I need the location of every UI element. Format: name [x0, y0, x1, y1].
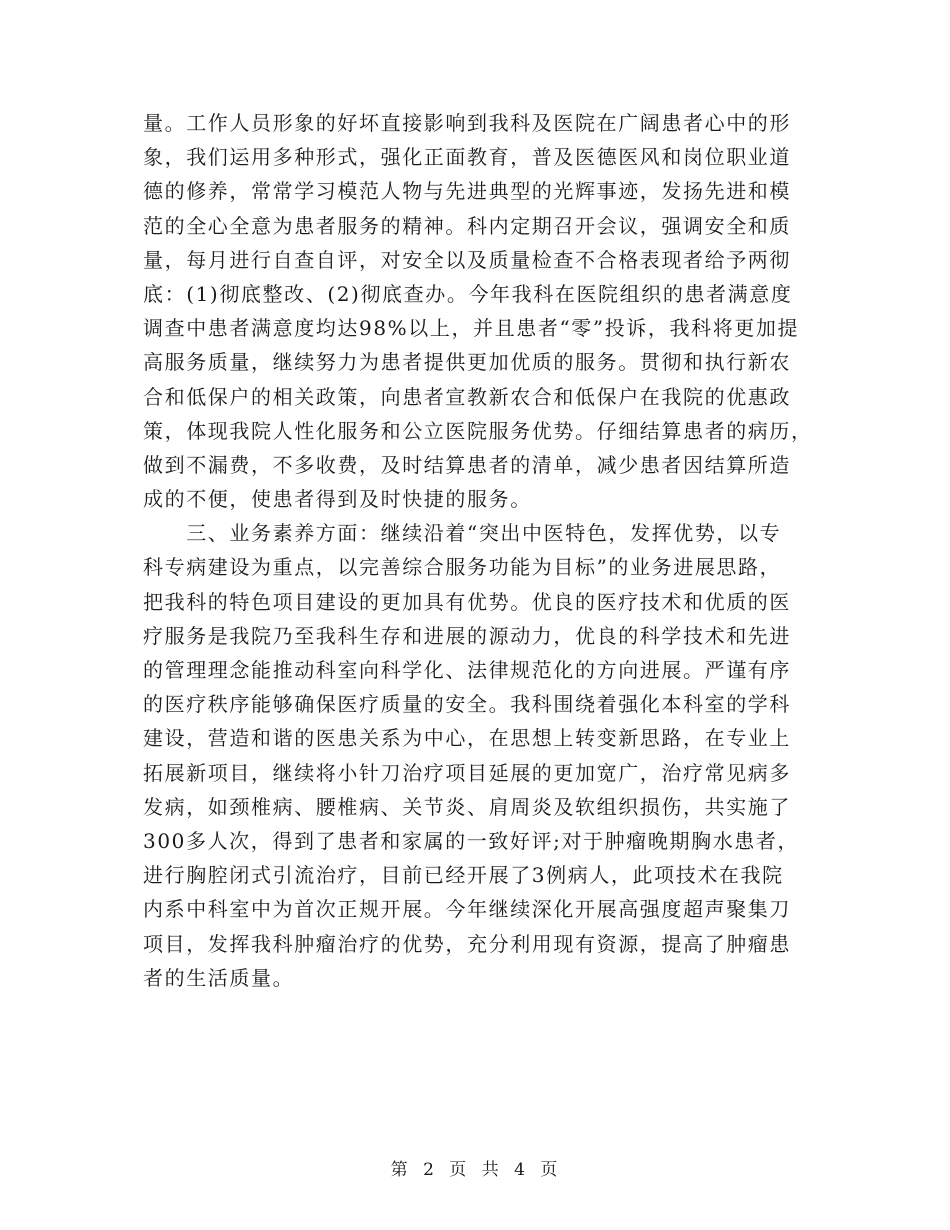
text-line: 范的全心全意为患者服务的精神。科内定期召开会议，强调安全和质 — [143, 213, 791, 238]
text-line: 调查中患者满意度均达98%以上，并且患者“零”投诉，我科将更加提 — [143, 316, 800, 341]
page-number-label: 第 2 页 共 4 页 — [390, 1160, 560, 1180]
text-line: 策，体现我院人性化服务和公立医院服务优势。仔细结算患者的病历， — [143, 418, 813, 443]
text-line: 的医疗秩序能够确保医疗质量的安全。我科围绕着强化本科室的学科 — [143, 692, 791, 717]
text-line: 内系中科室中为首次正规开展。今年继续深化开展高强度超声聚集刀 — [143, 897, 791, 922]
text-line: 做到不漏费，不多收费，及时结算患者的清单，减少患者因结算所造 — [143, 452, 791, 477]
text-line: 高服务质量，继续努力为患者提供更加优质的服务。贯彻和执行新农 — [143, 350, 791, 375]
text-line: 项目，发挥我科肿瘤治疗的优势，充分利用现有资源，提高了肿瘤患 — [143, 931, 791, 956]
text-line: 建设，营造和谐的医患关系为中心，在思想上转变新思路，在专业上 — [143, 726, 791, 751]
page-footer — [0, 1155, 950, 1180]
text-line: 量，每月进行自查自评，对安全以及质量检查不合格表现者给予两彻 — [143, 247, 791, 272]
text-line: 把我科的特色项目建设的更加具有优势。优良的医疗技术和优质的医 — [143, 589, 791, 614]
text-line: 发病，如颈椎病、腰椎病、关节炎、肩周炎及软组织损伤，共实施了 — [143, 794, 791, 819]
text-line: 象，我们运用多种形式，强化正面教育，普及医德医风和岗位职业道 — [143, 145, 791, 170]
text-line: 拓展新项目，继续将小针刀治疗项目延展的更加宽广，治疗常见病多 — [143, 760, 791, 785]
text-line: 成的不便，使患者得到及时快捷的服务。 — [143, 487, 532, 512]
text-line: 进行胸腔闭式引流治疗，目前已经开展了3例病人，此项技术在我院 — [143, 863, 784, 888]
text-line: 者的生活质量。 — [143, 965, 295, 990]
text-line: 疗服务是我院乃至我科生存和进展的源动力，优良的科学技术和先进 — [143, 623, 791, 648]
text-line: 合和低保户的相关政策，向患者宣教新农合和低保户在我院的优惠政 — [143, 384, 791, 409]
text-line: 科专病建设为重点，以完善综合服务功能为目标”的业务进展思路， — [143, 555, 782, 580]
text-line: 的管理理念能推动科室向科学化、法律规范化的方向进展。严谨有序 — [143, 658, 791, 682]
text-line: 三、业务素养方面：继续沿着“突出中医特色，发挥优势，以专 — [143, 521, 782, 546]
text-line: 德的修养，常常学习模范人物与先进典型的光辉事迹，发扬先进和模 — [143, 179, 791, 204]
text-line: 300多人次，得到了患者和家属的一致好评;对于肿瘤晚期胸水患者， — [143, 828, 800, 853]
text-line: 底：(1)彻底整改、(2)彻底查办。今年我科在医院组织的患者满意度 — [143, 281, 793, 306]
document-body — [143, 106, 813, 995]
text-line: 量。工作人员形象的好坏直接影响到我科及医院在广阔患者心中的形 — [143, 111, 791, 135]
